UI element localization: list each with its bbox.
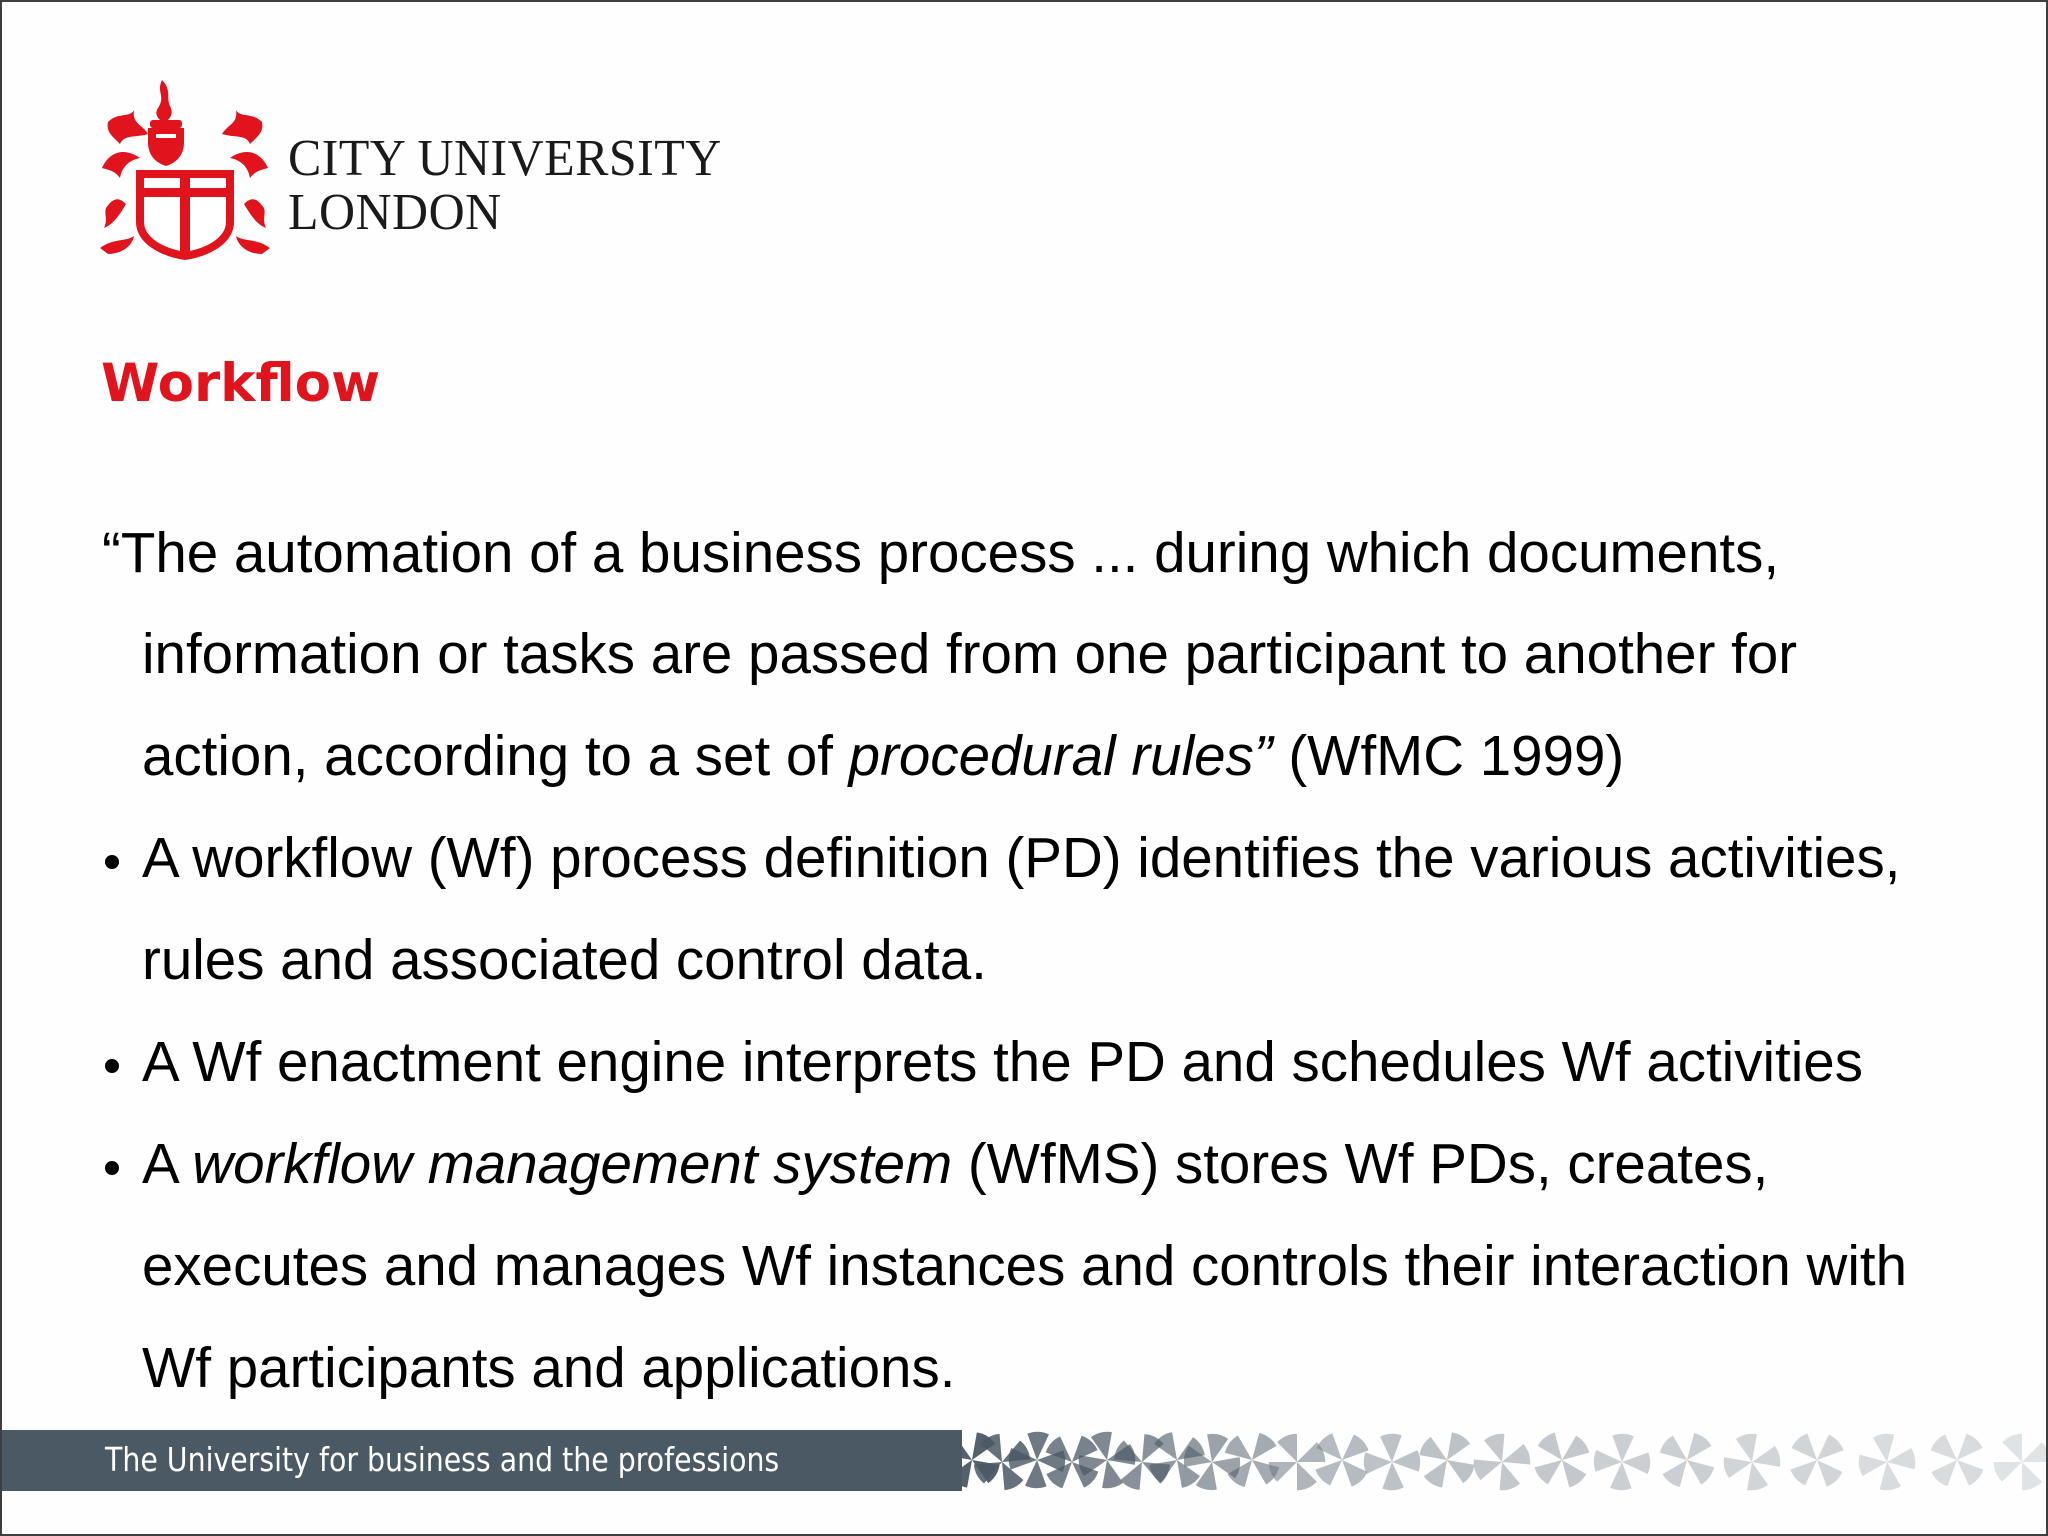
quote-line-3	[142, 724, 1625, 787]
bullet-3-line-1	[142, 1132, 1769, 1195]
bullet-1-line-1: A workflow (Wf) process definition (PD) identifies the various activities,	[142, 826, 1901, 889]
bullet-3-line-3: Wf participants and applications.	[142, 1336, 956, 1399]
bullet-icon	[105, 1059, 119, 1073]
quote-line-2: information or tasks are passed from one participant to another for	[142, 622, 1798, 685]
quote-line-1: “The automation of a business process ... during which documents,	[102, 521, 1780, 584]
bullet-3-line-2: executes and manages Wf instances and controls their interaction with	[142, 1234, 1907, 1297]
quote-line-3-text: action, according to a set of	[142, 724, 849, 787]
decorative-pinwheel-pattern-icon	[902, 1420, 2048, 1504]
university-wordmark	[288, 132, 722, 240]
wordmark-line-2: LONDON	[288, 184, 502, 241]
bullet-3-lead: A	[142, 1132, 193, 1195]
bullet-1-line-2: rules and associated control data.	[142, 928, 987, 991]
bullet-2-line-1: A Wf enactment engine interprets the PD and schedules Wf activities	[142, 1030, 1863, 1093]
footer-tagline: The University for business and the professions	[105, 1440, 780, 1479]
bullet-icon	[105, 855, 119, 869]
university-logo	[100, 78, 750, 260]
coat-of-arms-icon	[100, 78, 270, 260]
bullet-3-rest: (WfMS) stores Wf PDs, creates,	[952, 1132, 1769, 1195]
slide-title: Workflow	[101, 353, 381, 414]
bullet-icon	[105, 1161, 119, 1175]
wordmark-line-1: CITY UNIVERSITY	[288, 130, 722, 187]
quote-citation: (WfMC 1999)	[1272, 724, 1625, 787]
procedural-rules-emphasis: procedural rules”	[848, 724, 1273, 787]
wfms-emphasis: workflow management system	[192, 1132, 953, 1195]
